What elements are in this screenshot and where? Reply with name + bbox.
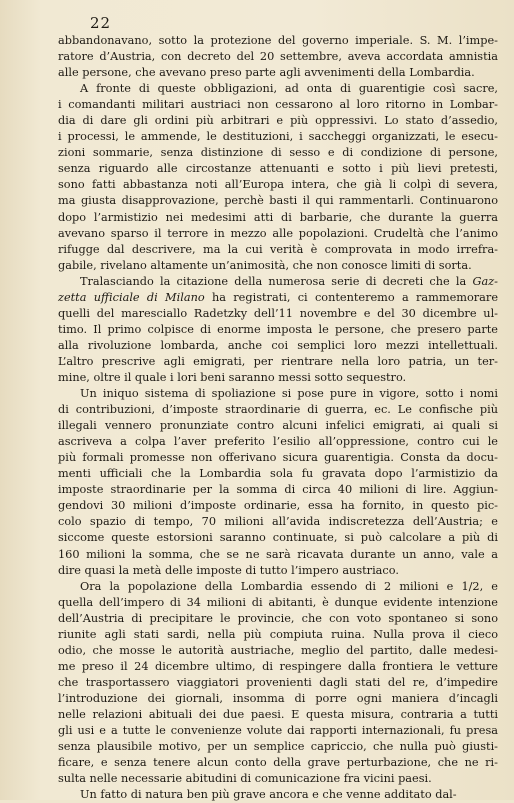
- paragraph: [58, 787, 498, 803]
- text-line: quelli del maresciallo Radetzky dell’11 novembre e del 30 dicembre ul-: [58, 306, 498, 320]
- text-line: A fronte di queste obbligazioni, ad onta di guarentigie così sacre,: [80, 82, 498, 96]
- text-line: alla rivoluzione lombarda, anche coi semplici loro mezzi intellettuali.: [58, 338, 498, 352]
- text-line: L’altro prescrive agli emigrati, per rientrare nella loro patria, un ter-: [58, 354, 498, 368]
- text-line: l’introduzione dei giornali, insomma di porre ogni maniera d’incagli: [58, 691, 498, 705]
- text-line: ascriveva a colpa l’aver preferito l’esilio all’oppressione, contro cui le: [58, 435, 498, 449]
- body-text: [58, 33, 498, 803]
- text-line: imposte straordinarie per la somma di circa 40 milioni di lire. Aggiun-: [58, 483, 498, 497]
- text-line: ficare, e senza tenere alcun conto della grave perturbazione, che ne ri-: [58, 756, 498, 770]
- text-line: gendovi 30 milioni d’imposte ordinarie, essa ha fornito, in questo pic-: [58, 499, 498, 513]
- text-line: illegali vennero pronunziate contro alcuni infelici emigrati, ai quali si: [58, 419, 498, 433]
- text-line: odio, che mosse le autorità austriache, meglio del partito, dalle medesi-: [58, 643, 498, 657]
- text-line: 160 milioni la somma, che se ne sarà ricavata durante un anno, vale a: [58, 547, 498, 561]
- text-line: i comandanti militari austriaci non cessarono al loro ritorno in Lombar-: [58, 98, 498, 112]
- text-line: senza plausibile motivo, per un semplice capriccio, che nulla può giusti-: [58, 740, 498, 754]
- text-line: senza riguardo alle circostanze attenuanti e sotto i più lievi pretesti,: [58, 162, 498, 176]
- text-line: mine, oltre il quale i lori beni saranno messi sotto sequestro.: [58, 370, 407, 384]
- text-line: più formali promesse non offerivano sicura guarentigia. Consta da docu-: [58, 451, 498, 465]
- paragraph: [58, 33, 498, 81]
- text-line: di contribuzioni, d’imposte straordinarie di guerra, ec. Le confische più: [58, 403, 498, 417]
- text-line: siccome queste estorsioni saranno continuate, si può calcolare a più di: [58, 531, 498, 545]
- text-line: dopo l’armistizio nei medesimi atti di barbarie, che durante la guerra: [58, 210, 498, 224]
- text-line: sono fatti abbastanza noti all’Europa intera, che già li colpì di severa,: [58, 178, 498, 192]
- text-line: nelle relazioni abituali dei due paesi. E questa misura, contraria a tutti: [58, 707, 498, 721]
- text-line: ratore d’Austria, con decreto del 20 settembre, aveva accordata amnistia: [58, 50, 498, 64]
- text-line: Ora la popolazione della Lombardia essendo di 2 milioni e 1/2, e: [80, 579, 498, 593]
- text-line: dia di dare gli ordini più arbitrari e più oppressivi. Lo stato d’assedio,: [58, 114, 498, 128]
- text-line: quella dell’impero di 34 milioni di abitanti, è dunque evidente intenzione: [58, 595, 498, 609]
- paragraph: [58, 386, 498, 579]
- text-line: riunite agli stati sardi, nella più compiuta ruina. Nulla prova il cieco: [58, 627, 498, 641]
- text-line: i processi, le ammende, le destituzioni, i saccheggi organizzati, le esecu-: [58, 130, 498, 144]
- page-number: 22: [90, 14, 112, 32]
- paragraph: [58, 81, 498, 274]
- text-line: alle persone, che avevano preso parte agli avvenimenti della Lombardia.: [58, 66, 475, 80]
- paragraph: [58, 579, 498, 788]
- text-line: Un iniquo sistema di spoliazione si pose pure in vigore, sotto i nomi: [80, 387, 498, 401]
- text-line: timo. Il primo colpisce di enorme imposta le persone, che presero parte: [58, 322, 498, 336]
- text-line: zioni sommarie, senza distinzione di sesso e di condizione di persone,: [58, 146, 498, 160]
- text-line: sulta nelle necessarie abitudini di comunicazione fra vicini paesi.: [58, 772, 432, 786]
- text-line: colo spazio di tempo, 70 milioni all’avida indiscretezza dell’Austria; e: [58, 515, 498, 529]
- text-line: gabile, rivelano altamente un’animosità, che non conosce limiti di sorta.: [58, 258, 472, 272]
- text-line: Tralasciando la citazione della numerosa serie di decreti che la Gaz-: [80, 274, 498, 288]
- text-line: dell’Austria di precipitare le provincie, che con voto spontaneo si sono: [58, 611, 498, 625]
- text-line: rifugge dal descrivere, ma la cui verità è comprovata in modo irrefra-: [58, 242, 498, 256]
- text-line: menti ufficiali che la Lombardia sola fu gravata dopo l’armistizio da: [58, 467, 498, 481]
- text-line: Un fatto di natura ben più grave ancora e che venne additato dal-: [80, 788, 457, 802]
- text-line: me preso il 24 dicembre ultimo, di respingere dalla frontiera le vetture: [58, 659, 498, 673]
- text-line: abbandonavano, sotto la protezione del governo imperiale. S. M. l’impe-: [58, 34, 498, 47]
- text-line: avevano sparso il terrore in mezzo alle popolazioni. Crudeltà che l’animo: [58, 226, 498, 240]
- paragraph: [58, 274, 498, 386]
- text-line: gli usi e a tutte le convenienze volute dai rapporti internazionali, fu presa: [58, 724, 498, 738]
- text-line: che trasportassero viaggiatori provenienti dagli stati del re, d’impedire: [58, 675, 498, 689]
- text-line: dire quasi la metà delle imposte di tutto l’impero austriaco.: [58, 563, 399, 577]
- text-line: ma giusta disapprovazione, perchè basti il qui rammentarli. Continuarono: [58, 194, 498, 208]
- text-line: zetta ufficiale di Milano ha registrati, ci contenteremo a rammemorare: [58, 290, 498, 304]
